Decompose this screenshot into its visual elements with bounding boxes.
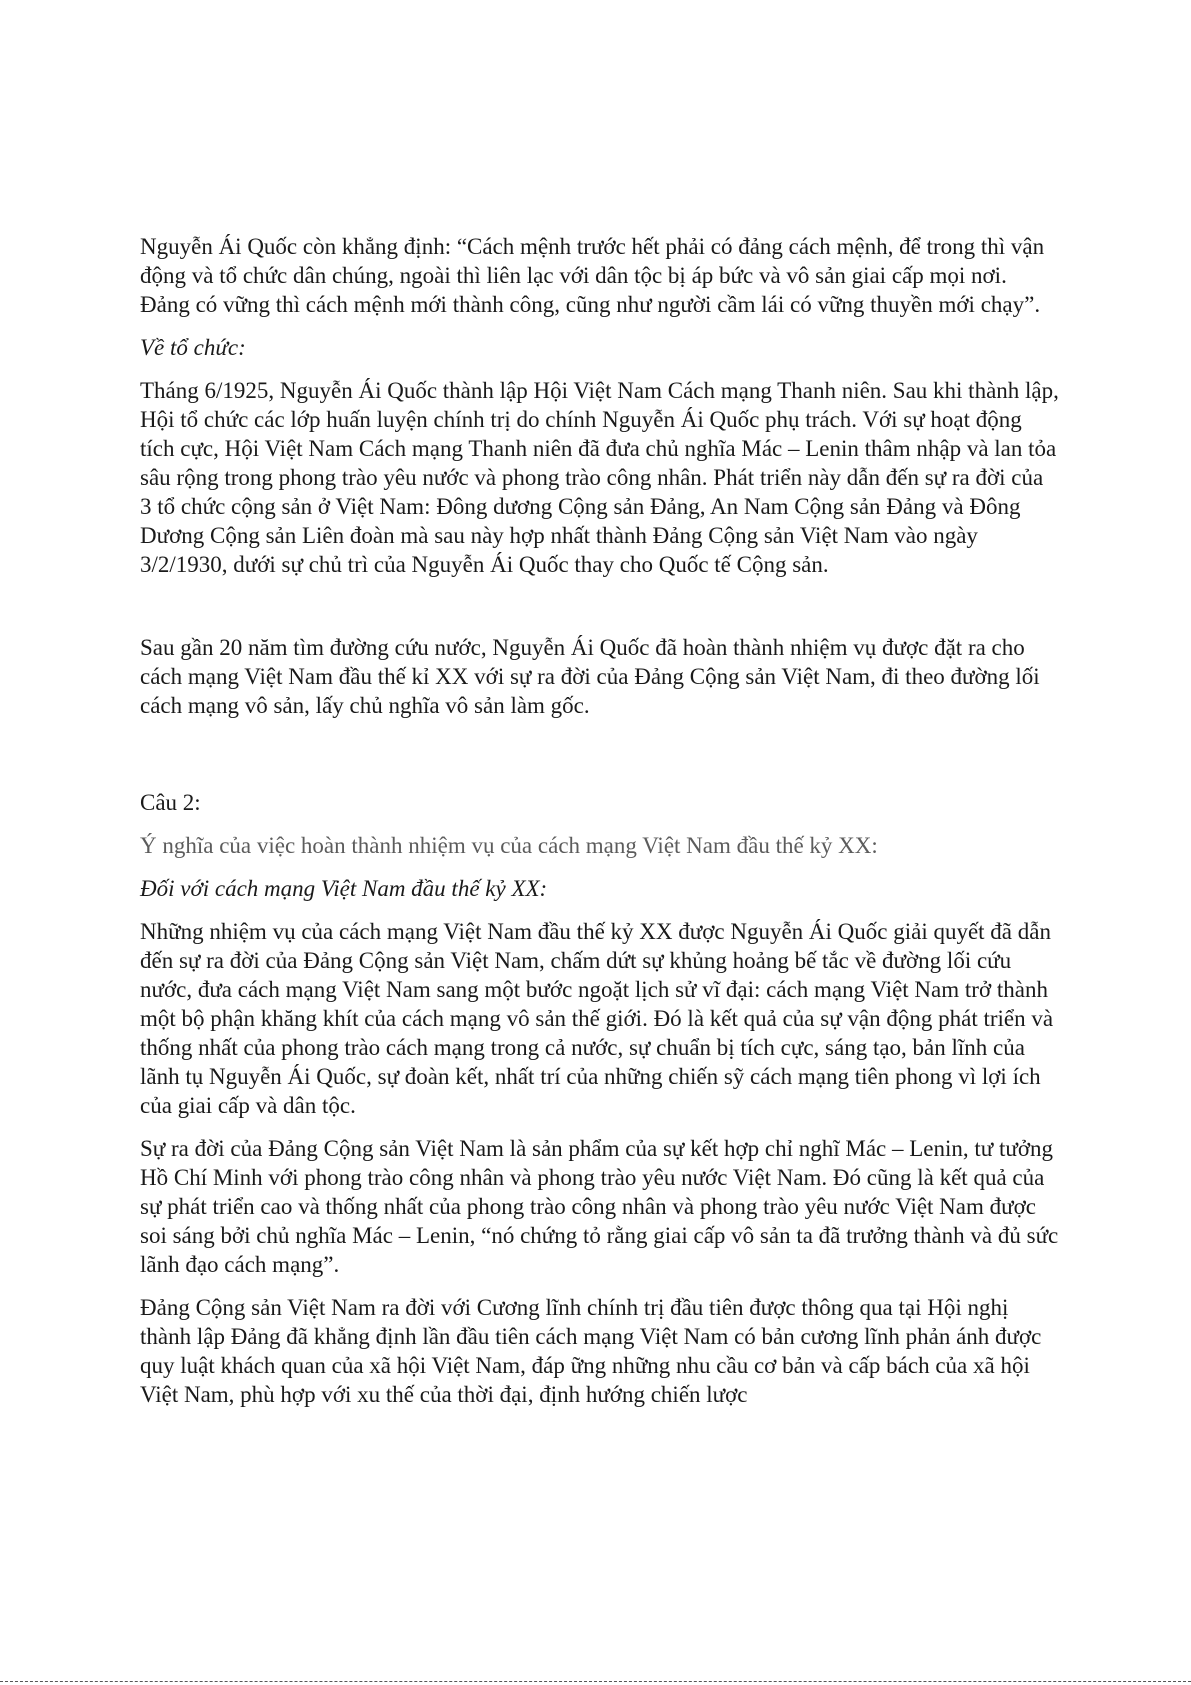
heading-revolution: Đối với cách mạng Việt Nam đầu thế kỷ XX: — [140, 876, 548, 901]
heading-organization: Về tổ chức: — [140, 335, 246, 360]
paragraph-quote: Nguyễn Ái Quốc còn khẳng định: “Cách mệnh trước hết phải có đảng cách mệnh, để trong thì vận động và tổ chức dân chúng, ngoài thì liên lạc với dân tộc bị áp bức và vô sản giai cấp mọi nơi. Đảng có vững thì cách mệnh mới thành công, cũng như người cầm lái có vững thuyền mới chạy”. — [140, 234, 1045, 317]
spacer — [140, 734, 1060, 788]
page-bottom-divider — [0, 1681, 1191, 1683]
paragraph-organization: Tháng 6/1925, Nguyễn Ái Quốc thành lập Hội Việt Nam Cách mạng Thanh niên. Sau khi thành lập, Hội tổ chức các lớp huấn luyện chính trị do chính Nguyễn Ái Quốc phụ trách. Với sự hoạt động tích cực, Hội Việt Nam Cách mạng Thanh niên đã đưa chủ nghĩa Mác – Lenin thâm nhập và lan tỏa sâu rộng trong phong trào yêu nước và phong trào công nhân. Phát triển này dẫn đến sự ra đời của 3 tổ chức cộng sản ở Việt Nam: Đông dương Cộng sản Đảng, An Nam Cộng sản Đảng và Đông Dương Cộng sản Liên đoàn mà sau này hợp nhất thành Đảng Cộng sản Việt Nam vào ngày 3/2/1930, dưới sự chủ trì của Nguyễn Ái Quốc thay cho Quốc tế Cộng sản. — [140, 378, 1059, 577]
question-label: Câu 2: — [140, 790, 201, 815]
paragraph-tasks: Những nhiệm vụ của cách mạng Việt Nam đầu thế kỷ XX được Nguyễn Ái Quốc giải quyết đã dẫn đến sự ra đời của Đảng Cộng sản Việt Nam, chấm dứt sự khủng hoảng bế tắc về đường lối cứu nước, đưa cách mạng Việt Nam sang một bước ngoặt lịch sử vĩ đại: cách mạng Việt Nam trở thành một bộ phận khăng khít của cách mạng vô sản thế giới. Đó là kết quả của sự vận động phát triển và thống nhất của phong trào cách mạng trong cả nước, sự chuẩn bị tích cực, sáng tạo, bản lĩnh của lãnh tụ Nguyễn Ái Quốc, sự đoàn kết, nhất trí của những chiến sỹ cách mạng tiên phong vì lợi ích của giai cấp và dân tộc. — [140, 919, 1054, 1118]
heading-significance: Ý nghĩa của việc hoàn thành nhiệm vụ của cách mạng Việt Nam đầu thế kỷ XX: — [140, 833, 878, 858]
paragraph-summary: Sau gần 20 năm tìm đường cứu nước, Nguyễn Ái Quốc đã hoàn thành nhiệm vụ được đặt ra cho cách mạng Việt Nam đầu thế kỉ XX với sự ra đời của Đảng Cộng sản Việt Nam, đi theo đường lối cách mạng vô sản, lấy chủ nghĩa vô sản làm gốc. — [140, 635, 1040, 718]
document-body — [140, 232, 1060, 1423]
paragraph-party-birth: Sự ra đời của Đảng Cộng sản Việt Nam là sản phẩm của sự kết hợp chỉ nghĩ Mác – Lenin, tư tưởng Hồ Chí Minh với phong trào công nhân và phong trào yêu nước Việt Nam. Đó cũng là kết quả của sự phát triển cao và thống nhất của phong trào công nhân và phong trào yêu nước Việt Nam được soi sáng bởi chủ nghĩa Mác – Lenin, “nó chứng tỏ rằng giai cấp vô sản ta đã trưởng thành và đủ sức lãnh đạo cách mạng”. — [140, 1136, 1059, 1277]
spacer — [140, 593, 1060, 633]
paragraph-platform: Đảng Cộng sản Việt Nam ra đời với Cương lĩnh chính trị đầu tiên được thông qua tại Hội nghị thành lập Đảng đã khẳng định lần đầu tiên cách mạng Việt Nam có bản cương lĩnh phản ánh được quy luật khách quan của xã hội Việt Nam, đáp ững những nhu cầu cơ bản và cấp bách của xã hội Việt Nam, phù hợp với xu thế của thời đại, định hướng chiến lược — [140, 1295, 1042, 1407]
